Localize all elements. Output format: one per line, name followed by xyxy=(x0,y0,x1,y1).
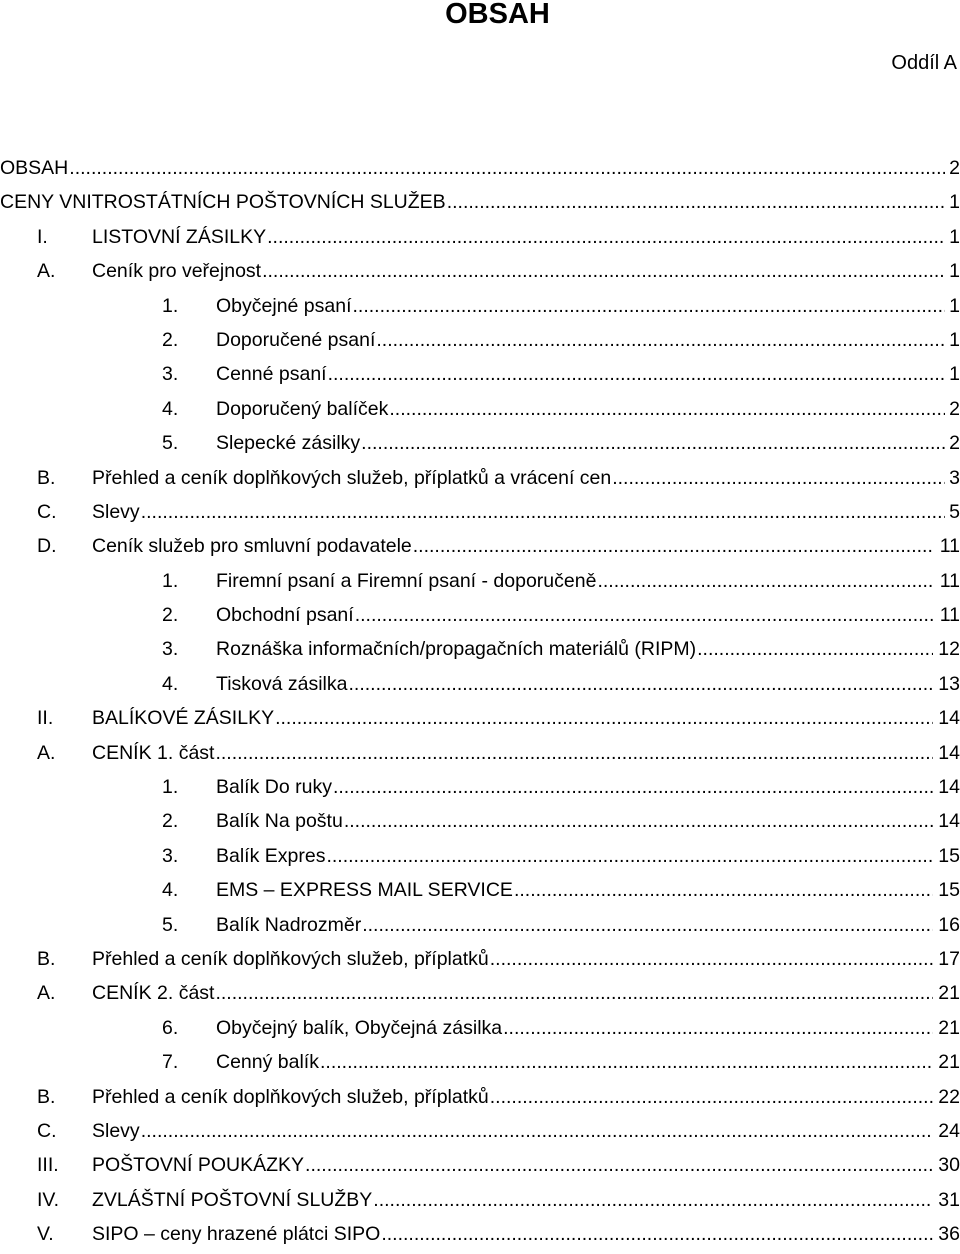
toc-entry-page-number[interactable]: 1 xyxy=(949,225,960,248)
toc-entry-page-number[interactable]: 1 xyxy=(949,260,960,283)
toc-entry-title[interactable]: LISTOVNÍ ZÁSILKY xyxy=(92,225,267,248)
toc-entry-title[interactable]: Cenný balík xyxy=(216,1051,319,1074)
toc-entry-title[interactable]: Balík Expres xyxy=(216,844,326,867)
toc-entry[interactable] xyxy=(0,256,960,290)
toc-entry-number: B. xyxy=(37,1085,56,1108)
dot-leader xyxy=(215,978,933,1008)
toc-entry-title[interactable]: Roznáška informačních/propagačních materiálů (RIPM) xyxy=(216,638,697,661)
dot-leader xyxy=(373,1185,933,1215)
toc-entry-page-number[interactable]: 36 xyxy=(938,1223,960,1246)
toc-entry-page-number[interactable]: 1 xyxy=(949,191,960,214)
toc-entry-number: B. xyxy=(37,466,56,489)
toc-entry-title[interactable]: Slevy xyxy=(92,1119,140,1142)
toc-entry[interactable] xyxy=(0,1013,960,1047)
dot-leader xyxy=(413,531,933,561)
toc-entry-title[interactable]: CENY VNITROSTÁTNÍCH POŠTOVNÍCH SLUŽEB xyxy=(0,191,446,214)
toc-entry-number: 2. xyxy=(162,328,179,351)
toc-entry-title[interactable]: Ceník služeb pro smluvní podavatele xyxy=(92,535,412,558)
toc-entry-line xyxy=(216,428,960,458)
toc-entry-title[interactable]: Doporučené psaní xyxy=(216,328,376,351)
dot-leader xyxy=(333,772,933,802)
toc-entry[interactable] xyxy=(0,394,960,428)
toc-entry-line xyxy=(92,944,960,974)
toc-entry[interactable] xyxy=(0,1219,960,1253)
toc-entry-page-number[interactable]: 11 xyxy=(939,535,960,558)
dot-leader xyxy=(348,669,933,699)
toc-entry-page-number[interactable]: 12 xyxy=(938,638,960,661)
toc-entry-line xyxy=(216,394,960,424)
toc-entry-title[interactable]: CENÍK 2. část xyxy=(92,982,215,1005)
toc-entry-number: II. xyxy=(37,707,54,730)
toc-entry-number: 5. xyxy=(162,432,179,455)
toc-entry-page-number[interactable]: 2 xyxy=(949,432,960,455)
toc-entry-number: 4. xyxy=(162,879,179,902)
toc-entry-title[interactable]: Slevy xyxy=(92,500,140,523)
dot-leader xyxy=(141,1116,933,1146)
toc-entry-number: C. xyxy=(37,500,57,523)
dot-leader xyxy=(361,428,945,458)
toc-entry-number: 7. xyxy=(162,1051,179,1074)
dot-leader xyxy=(612,463,945,493)
toc-entry-page-number[interactable]: 14 xyxy=(938,810,960,833)
toc-entry-title[interactable]: Přehled a ceník doplňkových služeb, příplatků xyxy=(92,1085,489,1108)
toc-entry-page-number[interactable]: 24 xyxy=(938,1119,960,1142)
toc-entry-number: 5. xyxy=(162,913,179,936)
toc-entry-title[interactable]: EMS – EXPRESS MAIL SERVICE xyxy=(216,879,513,902)
toc-entry-title[interactable]: Balík Na poštu xyxy=(216,810,343,833)
toc-entry-line xyxy=(92,222,960,252)
toc-entry-number: B. xyxy=(37,947,56,970)
toc-entry-line xyxy=(216,875,960,905)
dot-leader xyxy=(355,600,933,630)
dot-leader xyxy=(376,325,945,355)
toc-entry[interactable] xyxy=(0,944,960,978)
toc-entry[interactable] xyxy=(0,806,960,840)
toc-entry[interactable] xyxy=(0,1116,960,1150)
toc-entry[interactable] xyxy=(0,497,960,531)
dot-leader xyxy=(215,738,933,768)
toc-entry-number: 6. xyxy=(162,1016,179,1039)
toc-entry-title[interactable]: Obyčejné psaní xyxy=(216,294,352,317)
toc-entry-line xyxy=(216,600,960,630)
toc-entry-page-number[interactable]: 11 xyxy=(939,569,960,592)
toc-entry[interactable] xyxy=(0,1082,960,1116)
toc-entry-line xyxy=(92,703,960,733)
toc-entry-line xyxy=(92,738,960,768)
toc-entry-title[interactable]: Slepecké zásilky xyxy=(216,432,361,455)
toc-entry-number: 1. xyxy=(162,294,179,317)
toc-entry-title[interactable]: SIPO – ceny hrazené plátci SIPO xyxy=(92,1223,381,1246)
toc-entry-line xyxy=(92,1185,960,1215)
toc-entry-page-number[interactable]: 1 xyxy=(949,363,960,386)
toc-entry-line xyxy=(216,359,960,389)
toc-entry-title[interactable]: CENÍK 1. část xyxy=(92,741,215,764)
toc-entry-page-number[interactable]: 5 xyxy=(949,500,960,523)
toc-entry-title[interactable]: BALÍKOVÉ ZÁSILKY xyxy=(92,707,275,730)
toc-entry-line xyxy=(216,806,960,836)
table-of-contents xyxy=(0,153,960,1254)
toc-entry-page-number[interactable]: 1 xyxy=(949,294,960,317)
dot-leader xyxy=(262,256,945,286)
toc-entry-line xyxy=(216,634,960,664)
toc-entry-title[interactable]: POŠTOVNÍ POUKÁZKY xyxy=(92,1154,305,1177)
toc-entry-page-number[interactable]: 2 xyxy=(949,157,960,179)
toc-entry-number: 3. xyxy=(162,638,179,661)
toc-entry-page-number[interactable]: 30 xyxy=(938,1154,960,1177)
toc-entry-line xyxy=(92,531,960,561)
toc-entry[interactable] xyxy=(0,153,960,187)
toc-entry-number: III. xyxy=(37,1154,59,1177)
toc-entry-page-number[interactable]: 2 xyxy=(949,397,960,420)
toc-entry-title[interactable]: Balík Do ruky xyxy=(216,776,332,799)
toc-entry-page-number[interactable]: 21 xyxy=(938,1016,960,1039)
toc-entry-number: A. xyxy=(37,982,56,1005)
toc-entry-title[interactable]: OBSAH xyxy=(0,157,69,179)
toc-entry[interactable] xyxy=(0,222,960,256)
toc-entry-number: 3. xyxy=(162,844,179,867)
toc-entry[interactable] xyxy=(0,359,960,393)
toc-entry-number: 3. xyxy=(162,363,179,386)
toc-entry-title[interactable]: Přehled a ceník doplňkových služeb, příplatků xyxy=(92,947,489,970)
toc-entry-line xyxy=(92,1116,960,1146)
toc-entry-number: 2. xyxy=(162,604,179,627)
section-label: Oddíl A xyxy=(891,52,957,74)
toc-entry-title[interactable]: Přehled a ceník doplňkových služeb, příplatků a vrácení cen xyxy=(92,466,612,489)
toc-entry[interactable] xyxy=(0,703,960,737)
dot-leader xyxy=(326,841,933,871)
toc-entry-page-number[interactable]: 14 xyxy=(938,707,960,730)
toc-entry-page-number[interactable]: 15 xyxy=(938,879,960,902)
dot-leader xyxy=(320,1047,933,1077)
toc-entry[interactable] xyxy=(0,1150,960,1184)
toc-entry-page-number[interactable]: 17 xyxy=(938,947,960,970)
toc-entry[interactable] xyxy=(0,738,960,772)
toc-entry-line xyxy=(92,978,960,1008)
toc-entry[interactable] xyxy=(0,1047,960,1081)
toc-entry-line xyxy=(216,669,960,699)
toc-entry-line xyxy=(92,1082,960,1112)
toc-entry-line xyxy=(216,566,960,596)
toc-entry-page-number[interactable]: 15 xyxy=(938,844,960,867)
toc-entry-page-number[interactable]: 11 xyxy=(939,604,960,627)
toc-entry-number: A. xyxy=(37,260,56,283)
toc-entry-number: D. xyxy=(37,535,57,558)
dot-leader xyxy=(447,187,945,217)
toc-entry-line xyxy=(216,1013,960,1043)
dot-leader xyxy=(597,566,933,596)
toc-entry-title[interactable]: Tisková zásilka xyxy=(216,672,348,695)
dot-leader xyxy=(697,634,933,664)
toc-entry-title[interactable]: Obchodní psaní xyxy=(216,604,354,627)
dot-leader xyxy=(69,153,945,183)
dot-leader xyxy=(353,291,945,321)
toc-entry-number: 4. xyxy=(162,672,179,695)
toc-entry[interactable] xyxy=(0,875,960,909)
dot-leader xyxy=(490,944,933,974)
toc-entry[interactable] xyxy=(0,463,960,497)
toc-entry-line xyxy=(0,153,960,183)
toc-entry[interactable] xyxy=(0,978,960,1012)
toc-entry-line xyxy=(216,291,960,321)
dot-leader xyxy=(344,806,933,836)
toc-entry-page-number[interactable]: 16 xyxy=(938,913,960,936)
toc-entry-title[interactable]: Doporučený balíček xyxy=(216,397,389,420)
toc-entry-page-number[interactable]: 22 xyxy=(938,1085,960,1108)
toc-entry-title[interactable]: Balík Nadrozměr xyxy=(216,913,362,936)
dot-leader xyxy=(267,222,945,252)
toc-entry-line xyxy=(92,463,960,493)
dot-leader xyxy=(305,1150,933,1180)
toc-entry-page-number[interactable]: 21 xyxy=(938,1051,960,1074)
toc-entry[interactable] xyxy=(0,187,960,221)
toc-entry-number: 4. xyxy=(162,397,179,420)
toc-entry-page-number[interactable]: 14 xyxy=(938,741,960,764)
dot-leader xyxy=(503,1013,933,1043)
toc-entry[interactable] xyxy=(0,1185,960,1219)
toc-entry-title[interactable]: Ceník pro veřejnost xyxy=(92,260,262,283)
toc-entry-line xyxy=(216,325,960,355)
toc-entry[interactable] xyxy=(0,772,960,806)
toc-entry-page-number[interactable]: 3 xyxy=(949,466,960,489)
toc-entry-title[interactable]: Cenné psaní xyxy=(216,363,327,386)
toc-entry[interactable] xyxy=(0,910,960,944)
page-title: OBSAH xyxy=(445,0,550,30)
toc-entry[interactable] xyxy=(0,531,960,565)
toc-entry-number: 1. xyxy=(162,569,179,592)
toc-entry-line xyxy=(92,1150,960,1180)
toc-entry-number: IV. xyxy=(37,1188,60,1211)
toc-entry-line xyxy=(216,910,960,940)
toc-entry-line xyxy=(92,256,960,286)
toc-entry-line xyxy=(216,772,960,802)
toc-entry-page-number[interactable]: 31 xyxy=(938,1188,960,1211)
toc-entry-line xyxy=(92,497,960,527)
toc-entry-page-number[interactable]: 21 xyxy=(938,982,960,1005)
dot-leader xyxy=(362,910,933,940)
toc-entry[interactable] xyxy=(0,566,960,600)
toc-entry[interactable] xyxy=(0,428,960,462)
toc-entry-page-number[interactable]: 1 xyxy=(949,328,960,351)
toc-entry[interactable] xyxy=(0,600,960,634)
toc-entry-number: C. xyxy=(37,1119,57,1142)
toc-entry-title[interactable]: ZVLÁŠTNÍ POŠTOVNÍ SLUŽBY xyxy=(92,1188,373,1211)
toc-entry-number: I. xyxy=(37,225,48,248)
dot-leader xyxy=(381,1219,933,1249)
dot-leader xyxy=(275,703,933,733)
toc-entry-line xyxy=(0,187,960,217)
toc-entry-title[interactable]: Obyčejný balík, Obyčejná zásilka xyxy=(216,1016,503,1039)
toc-entry[interactable] xyxy=(0,841,960,875)
dot-leader xyxy=(514,875,933,905)
toc-entry-number: A. xyxy=(37,741,56,764)
toc-entry-page-number[interactable]: 13 xyxy=(938,672,960,695)
toc-entry-line xyxy=(92,1219,960,1249)
toc-entry-number: 2. xyxy=(162,810,179,833)
toc-entry-number: V. xyxy=(37,1223,54,1246)
dot-leader xyxy=(490,1082,933,1112)
toc-entry[interactable] xyxy=(0,634,960,668)
toc-entry-title[interactable]: Firemní psaní a Firemní psaní - doporučeně xyxy=(216,569,597,592)
toc-entry-line xyxy=(216,1047,960,1077)
toc-entry-number: 1. xyxy=(162,776,179,799)
toc-entry[interactable] xyxy=(0,291,960,325)
dot-leader xyxy=(389,394,945,424)
toc-entry-page-number[interactable]: 14 xyxy=(938,776,960,799)
toc-entry[interactable] xyxy=(0,325,960,359)
dot-leader xyxy=(328,359,945,389)
toc-entry-line xyxy=(216,841,960,871)
toc-entry[interactable] xyxy=(0,669,960,703)
dot-leader xyxy=(141,497,945,527)
